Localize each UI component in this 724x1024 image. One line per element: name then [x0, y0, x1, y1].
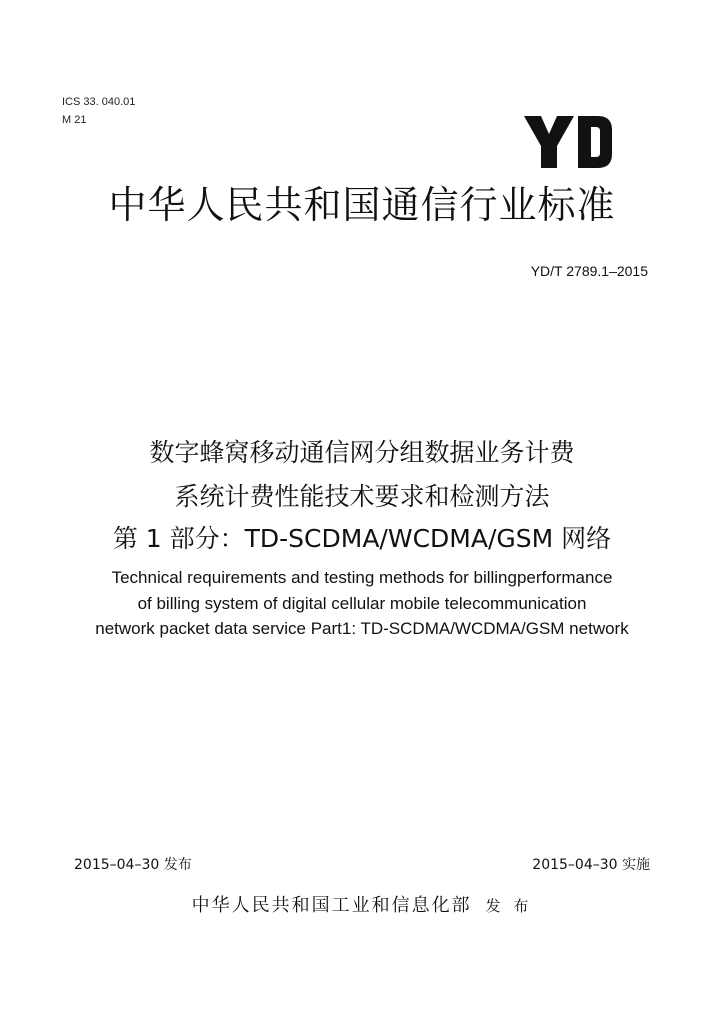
ccs-code: M 21	[62, 114, 87, 126]
yd-logo	[524, 114, 614, 170]
yd-logo-d	[578, 116, 612, 168]
standard-number: YD/T 2789.1–2015	[530, 263, 648, 279]
implementation-date: 2015–04–30 实施	[532, 857, 650, 873]
ics-code: ICS 33. 040.01	[62, 96, 136, 108]
document-title-en-line-1: Technical requirements and testing methods for billingperformance	[111, 568, 613, 587]
standard-title: 中华人民共和国通信行业标准	[108, 183, 616, 227]
document-title-cn-line-1: 数字蜂窝移动通信网分组数据业务计费	[149, 438, 575, 467]
document-title-cn-line-3: 第 1 部分：TD-SCDMA/WCDMA/GSM 网络	[112, 524, 612, 553]
issuer-verb: 发 布	[485, 897, 533, 915]
issuer-name: 中华人民共和国工业和信息化部	[191, 895, 472, 916]
yd-logo-y	[524, 116, 574, 168]
document-title-en-line-2: of billing system of digital cellular mobile telecommunication	[137, 594, 587, 613]
issue-date: 2015–04–30 发布	[74, 857, 192, 873]
document-title-cn-line-2: 系统计费性能技术要求和检测方法	[174, 482, 550, 511]
header-rule	[62, 240, 662, 241]
issuer-row	[0, 891, 724, 917]
document-title-en-line-3: network packet data service Part1: TD-SCDMA/WCDMA/GSM network	[95, 619, 629, 638]
